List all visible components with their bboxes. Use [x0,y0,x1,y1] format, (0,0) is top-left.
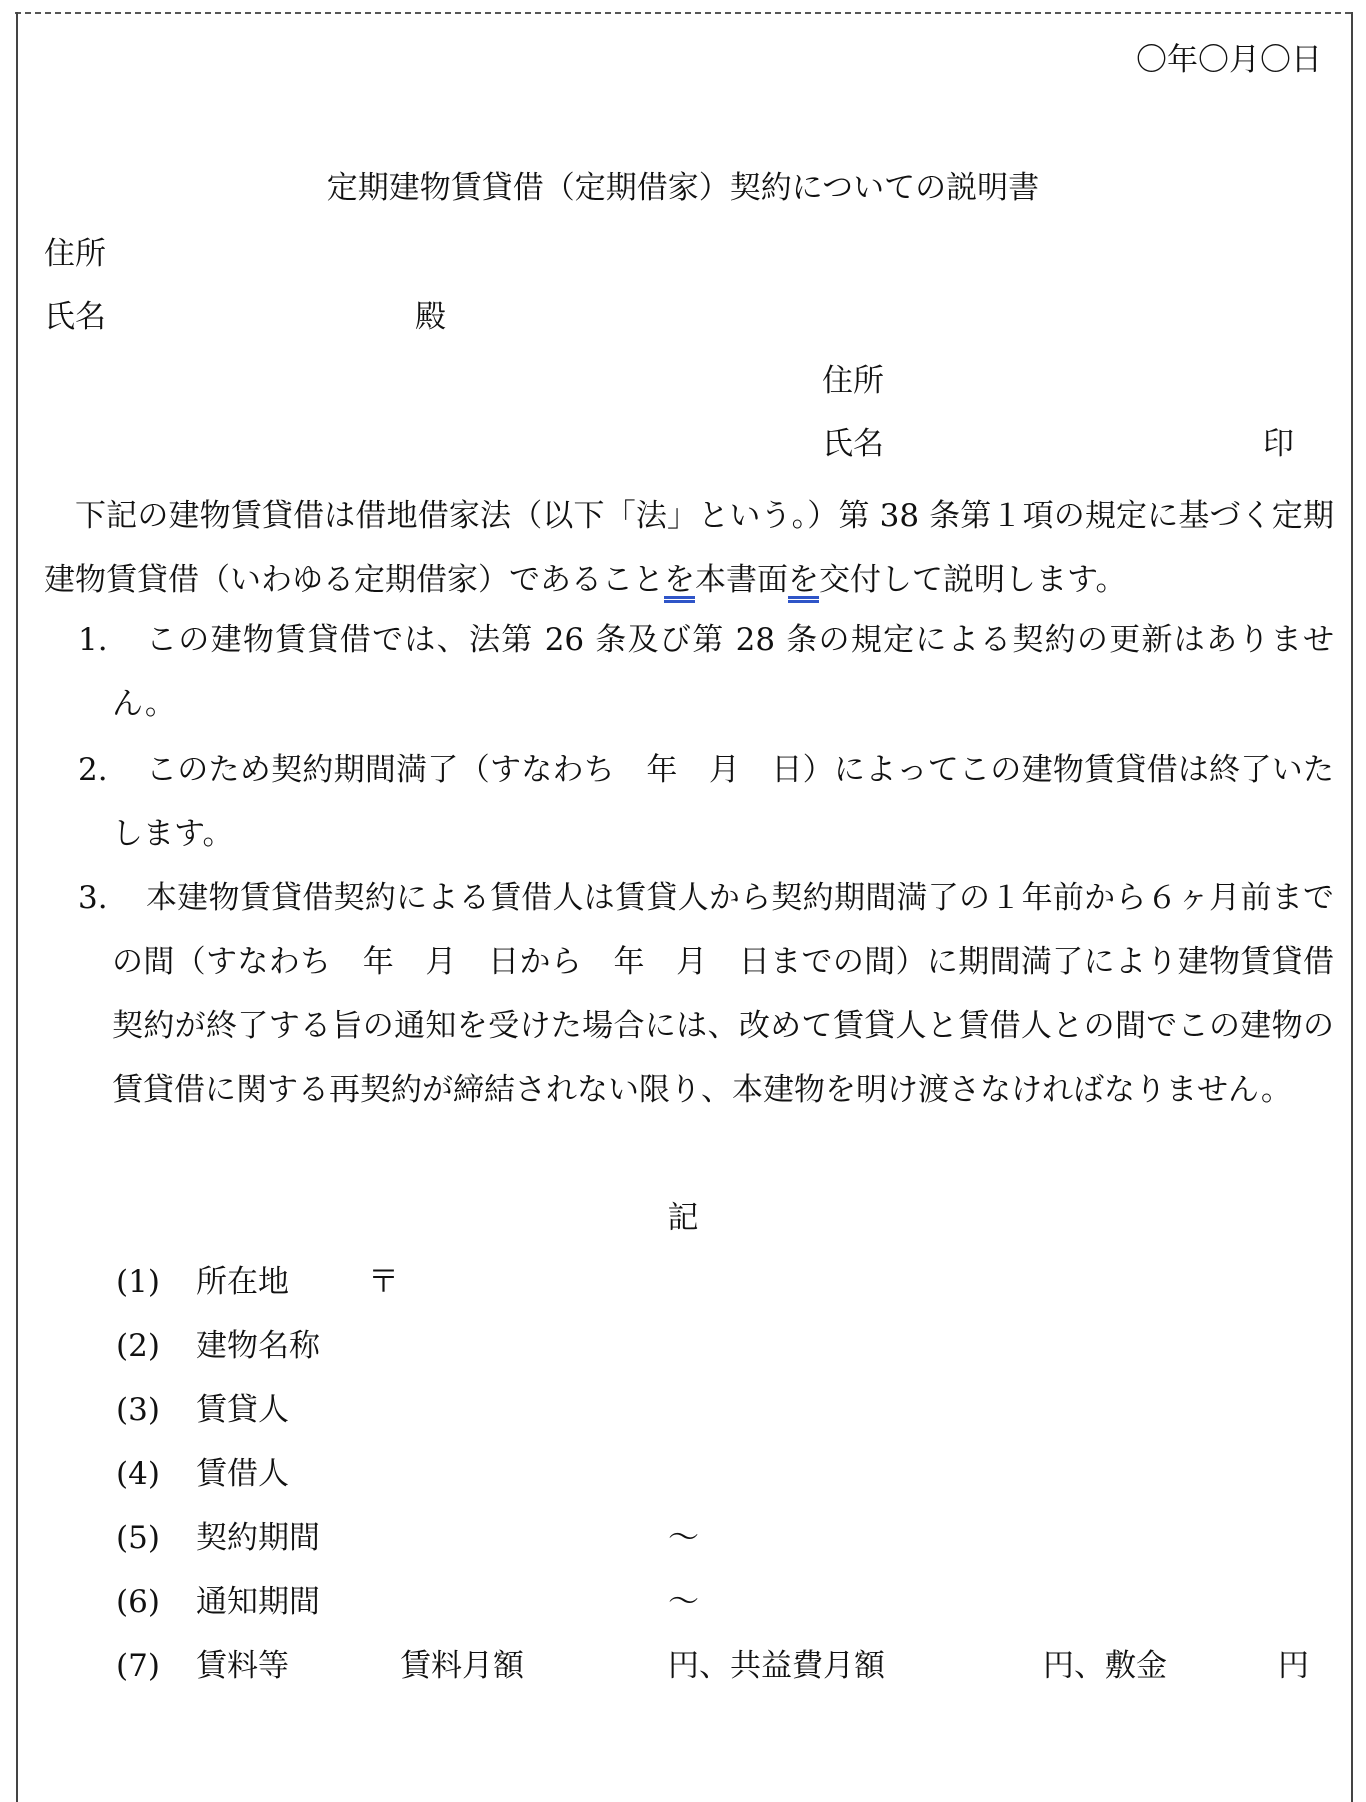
deposit-unit: 円 [1278,1648,1309,1684]
postal-mark: 〒 [368,1264,399,1300]
record-number: (5) [116,1520,160,1556]
record-label: 賃料等 [196,1648,289,1684]
list-item [78,608,1334,736]
record-row [0,1454,1366,1494]
record-label: 賃貸人 [196,1392,289,1428]
record-number: (1) [116,1264,160,1300]
record-row [0,1582,1366,1622]
list-item-number: 2. [78,752,108,788]
document-date: 〇年〇月〇日 [1136,42,1322,78]
list-item-number: 3. [78,880,108,916]
record-label: 通知期間 [196,1584,320,1620]
intro-text-1: 下記の建物賃貸借は借地借家法（以下「法」という。）第 38 条第１項の規定に基づく定期建物賃貸借（いわゆる定期借家）であること [44,498,1334,598]
record-label: 所在地 [196,1264,289,1300]
sender-name-label: 氏名 [822,426,884,462]
list-item-text: この建物賃貸借では、法第 26 条及び第 28 条の規定による契約の更新はありません。 [112,622,1334,722]
record-label: 契約期間 [196,1520,320,1556]
intro-text-3: 交付して説明します。 [819,562,1127,598]
list-item-text: このため契約期間満了（すなわち 年 月 日）によってこの建物賃貸借は終了いたします。 [112,752,1334,852]
intro-text-2: 本書面 [695,562,788,598]
list-item [78,866,1334,1122]
sender-address-label: 住所 [822,363,884,399]
page-border-top [15,12,1351,14]
document-title: 定期建物賃貸借（定期借家）契約についての説明書 [326,170,1040,206]
record-number: (2) [116,1328,160,1364]
rent-unit: 円、共益費月額 [668,1648,885,1684]
rent-label: 賃料月額 [400,1648,524,1684]
record-number: (6) [116,1584,160,1620]
record-number: (3) [116,1392,160,1428]
ki-heading: 記 [667,1200,699,1236]
record-row [0,1646,1366,1686]
list-item [78,738,1334,866]
record-label: 賃借人 [196,1456,289,1492]
record-row [0,1262,1366,1302]
recipient-address-label: 住所 [44,236,106,272]
record-label: 建物名称 [196,1328,320,1364]
record-row [0,1518,1366,1558]
recipient-name-label: 氏名 [44,299,106,335]
list-item-text: 本建物賃貸借契約による賃借人は賃貸人から契約期間満了の１年前から６ヶ月前までの間（すなわち 年 月 日から 年 月 日までの間）に期間満了により建物賃貸借契約が終了する旨の通知を受けた場合には、改めて賃貸人と賃借人との間でこの建物の賃貸借に関する再契約が締結されない限り、本建物を明け渡さなければなりません。 [112,880,1334,1108]
period-tilde: ～ [668,1584,699,1620]
intro-underlined-1: を [664,562,695,598]
fee-unit: 円、敷金 [1043,1648,1167,1684]
list-item-number: 1. [78,622,108,658]
record-row [0,1326,1366,1366]
period-tilde: ～ [668,1520,699,1556]
seal-mark: 印 [1263,426,1294,462]
intro-paragraph [44,484,1334,612]
intro-underlined-2: を [788,562,819,598]
record-number: (4) [116,1456,160,1492]
record-row [0,1390,1366,1430]
record-number: (7) [116,1648,160,1684]
recipient-honorific: 殿 [415,299,446,335]
